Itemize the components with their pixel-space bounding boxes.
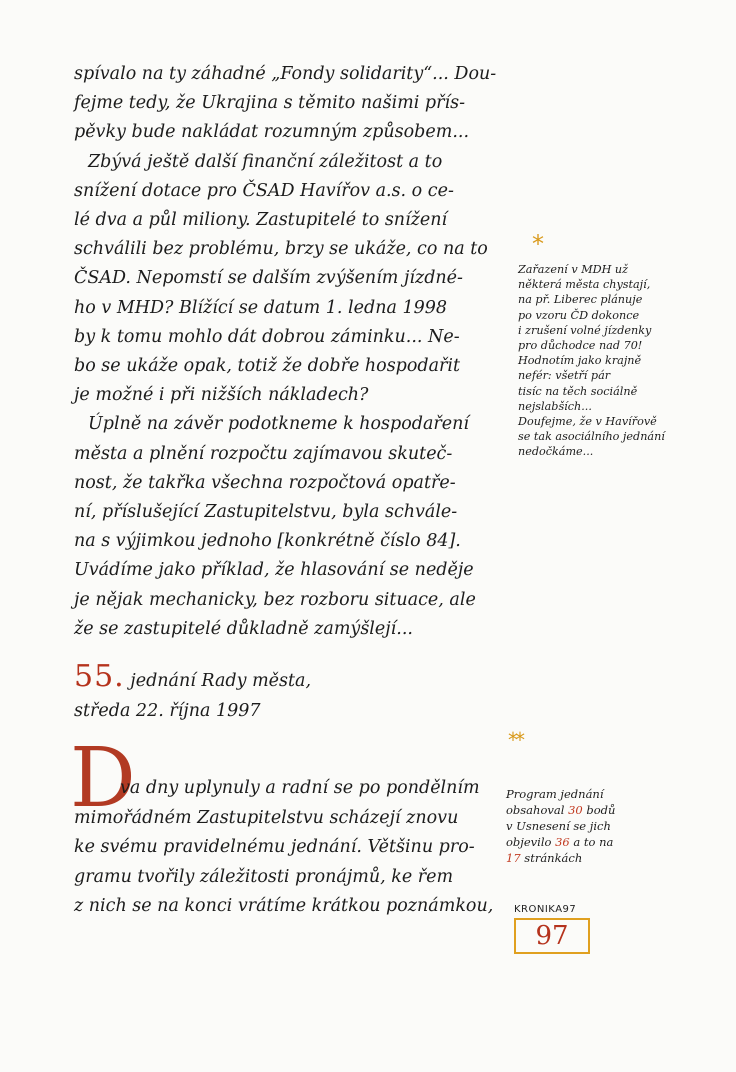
side-note-line: na př. Liberec plánuje <box>518 293 643 307</box>
side-note-line: Hodnotím jako krajně <box>518 354 642 368</box>
main-text-block <box>74 60 514 644</box>
text-line: na s výjimkou jednoho [konkrétně číslo 84]. <box>74 531 461 552</box>
text-line: města a plnění rozpočtu zajímavou skuteč- <box>74 443 453 464</box>
side-note-line: Zařazení v MDH už <box>518 263 629 276</box>
text-line: snížení dotace pro ČSAD Havířov a.s. o ce- <box>74 180 454 201</box>
text-line: spívalo na ty záhadné „Fondy solidarity“... Dou- <box>74 64 497 84</box>
program-note: Program jednání obsahoval 30 bodů v Usnesení se jich objevilo 36 a to na 17 stránkách <box>506 787 616 865</box>
page-number-box <box>514 918 590 954</box>
page-number: 97 <box>535 921 569 951</box>
footnote-star-icon: * <box>532 230 544 258</box>
side-note-line: nejslabších... <box>518 399 592 413</box>
text-line: je nějak mechanicky, bez rozboru situace, ale <box>74 589 476 610</box>
text-line: ČSAD. Nepomstí se dalším zvýšením jízdné- <box>74 268 463 289</box>
text-line: Úplně na závěr podotkneme k hospodaření <box>88 414 470 435</box>
session-heading <box>74 659 312 726</box>
pages-count: 17 <box>506 851 521 865</box>
session-body-text <box>74 774 504 922</box>
text-line: gramu tvořily záležitosti pronájmů, ke řem <box>74 866 454 887</box>
items-count: 30 <box>568 803 583 817</box>
text-line: bo se ukáže opak, totiž že dobře hospodařit <box>74 356 461 377</box>
session-number: 55. <box>74 659 125 694</box>
text-line: schválili bez problému, brzy se ukáže, co na to <box>74 239 488 260</box>
text-line: mimořádném Zastupitelstvu scházejí znovu <box>74 807 459 828</box>
text-line: je možné i při nižších nákladech? <box>74 385 369 406</box>
side-note <box>518 262 708 460</box>
text-line: fejme tedy, že Ukrajina s těmito našimi přís- <box>74 93 465 114</box>
text-line: že se zastupitelé důkladně zamýšlejí... <box>74 618 413 639</box>
text-line: ho v MHD? Blížící se datum 1. ledna 1998 <box>74 297 448 318</box>
side-note-line: i zrušení volné jízdenky <box>518 323 652 337</box>
resolutions-count: 36 <box>555 835 570 849</box>
text-line: ní, příslušející Zastupitelstvu, byla schvále- <box>74 502 458 523</box>
double-star-icon: ** <box>508 728 522 752</box>
session-date: středa 22. října 1997 <box>74 701 261 721</box>
side-note-line: Doufejme, že v Havířově <box>518 415 657 429</box>
side-note-line: nefér: všetří pár <box>518 369 611 383</box>
text-line: by k tomu mohlo dát dobrou záminku... Ne- <box>74 326 460 347</box>
text-line: Uvádíme jako příklad, že hlasování se neděje <box>74 560 474 581</box>
text-line: nost, že takřka všechna rozpočtová opatře- <box>74 472 456 493</box>
text-line: Zbývá ještě další finanční záležitost a to <box>88 151 443 172</box>
side-note-line: některá města chystají, <box>518 278 651 292</box>
side-note-line: tisíc na těch sociálně <box>518 384 638 398</box>
side-note-line: po vzoru ČD dokonce <box>518 308 640 322</box>
drop-cap: D <box>70 731 136 826</box>
chronicle-label: KRONIKA97 <box>514 904 577 915</box>
side-note-line: pro důchodce nad 70! <box>518 339 643 353</box>
text-line: va dny uplynuly a radní se po pondělním <box>120 778 480 798</box>
text-line: lé dva a půl miliony. Zastupitelé to snížení <box>74 210 448 231</box>
text-line: z nich se na konci vrátíme krátkou poznámkou, <box>74 896 494 916</box>
side-note-line: se tak asociálního jednání <box>518 430 665 444</box>
text-line: ke svému pravidelnému jednání. Většinu pro- <box>74 837 475 857</box>
side-note-line: nedočkáme... <box>518 445 594 459</box>
text-line: pěvky bude nakládat rozumným způsobem... <box>74 122 470 143</box>
session-title: jednání Rady města, <box>130 671 312 691</box>
